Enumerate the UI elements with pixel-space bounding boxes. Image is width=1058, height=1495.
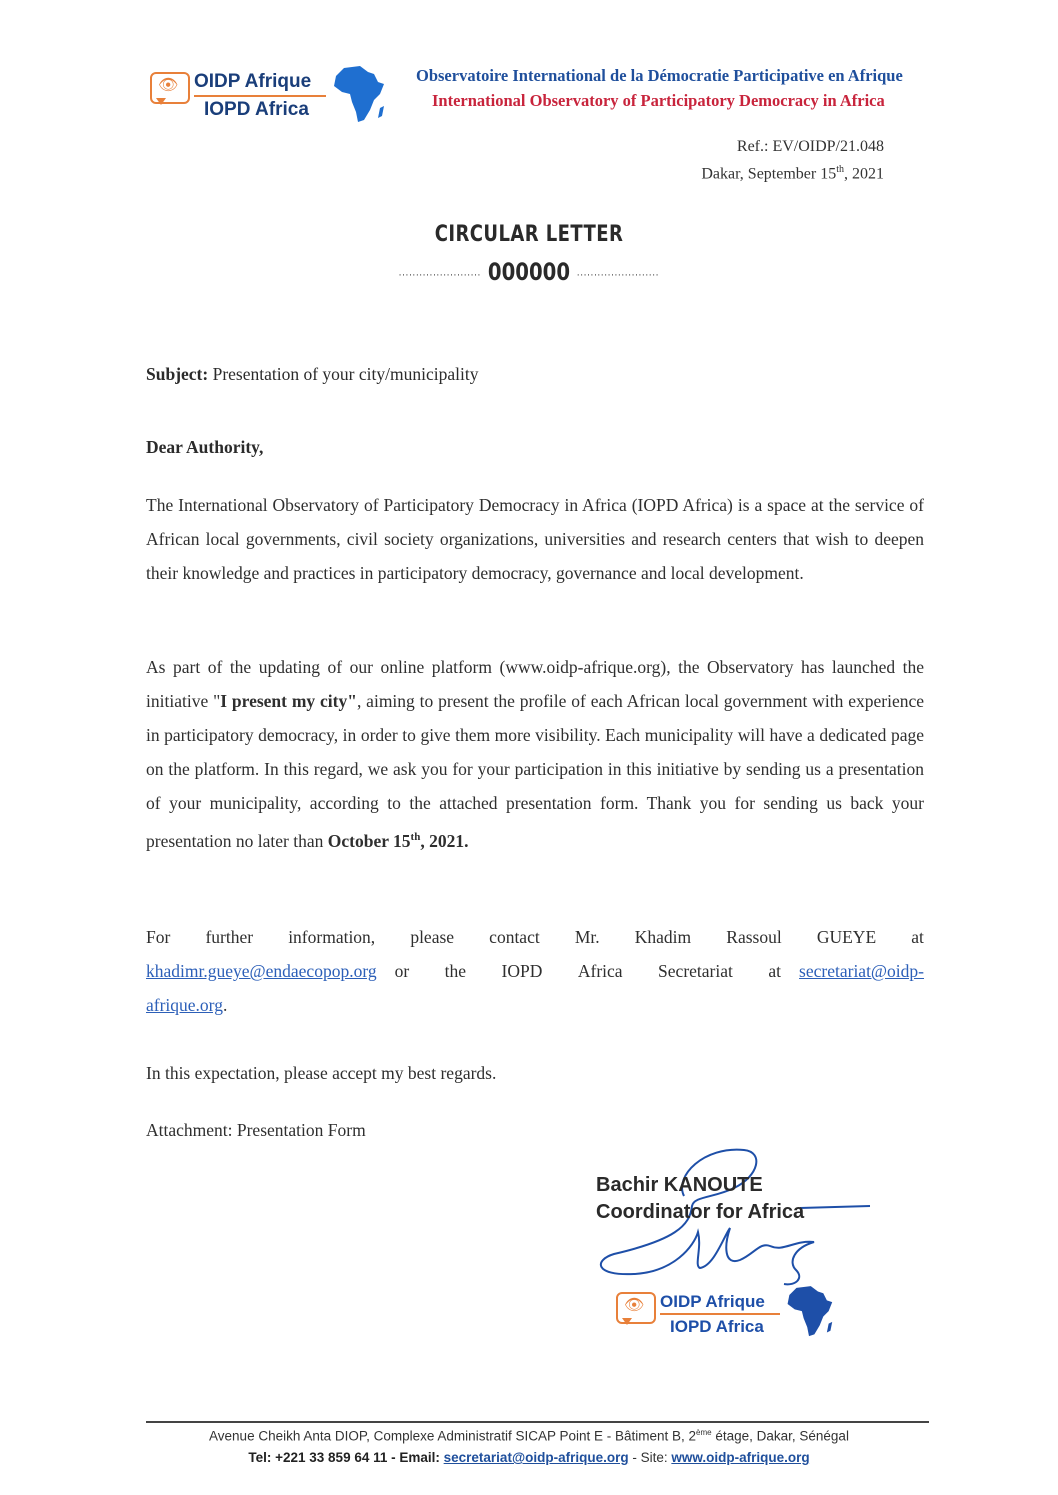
eye-icon: 👁 (158, 75, 179, 94)
salutation: Dear Authority, (146, 437, 264, 457)
stamp-name-fr: OIDP Afrique (660, 1292, 765, 1311)
paragraph-contact: For further information, please contact Mr. Khadim Rassoul GUEYE at khadimr.gueye@endaecopop.org or the IOPD Africa Secretariat at secretariat@oidp- afrique.org. (146, 920, 924, 1022)
subject-text: Presentation of your city/municipality (208, 364, 479, 384)
reference-block (701, 135, 884, 185)
contact-mid-text: or the IOPD Africa Secretariat at (394, 961, 781, 981)
signatory-block (596, 1172, 804, 1226)
paragraph-intro: The International Observatory of Participatory Democracy in Africa (IOPD Africa) is a space at the service of African local governments, civil society organizations, universities and research centers that wish to deepen their knowledge and practices in participatory democracy, governance and local development. (146, 495, 924, 583)
signatory-name: Bachir KANOUTE (596, 1174, 763, 1196)
logo-name-en: IOPD Africa (204, 99, 309, 120)
footer-phone: +221 33 859 64 11 (275, 1450, 388, 1465)
document-title: CIRCULAR LETTER (434, 222, 624, 247)
deadline: October 15th, 2021. (327, 830, 469, 851)
footer-divider (146, 1421, 929, 1423)
subject-line (146, 364, 478, 385)
subject-label: Subject: (146, 364, 209, 384)
stamp-name-en: IOPD Africa (670, 1317, 764, 1336)
org-name-fr: Observatoire International de la Démocratie Participative en Afrique (416, 66, 903, 85)
footer-site-link[interactable]: www.oidp-afrique.org (671, 1450, 810, 1465)
contact-first-line: For further information, please contact Mr. Khadim Rassoul GUEYE at (146, 927, 924, 947)
letter-code: 000000 (487, 258, 571, 286)
footer-contacts: Tel: +221 33 859 64 11 - Email: secretariat@oidp-afrique.org - Site: www.oidp-afrique.org (248, 1450, 810, 1465)
africa-map-icon (784, 1284, 834, 1340)
secretariat-email-link-cont[interactable]: afrique.org (146, 995, 223, 1015)
organization-stamp (616, 1282, 856, 1346)
paragraph-initiative: As part of the updating of our online platform (www.oidp-afrique.org), the Observatory has launched the initiative "I present my city", aiming to present the profile of each African local government with experience in participatory democracy, in order to give them more visibility. Each municipality will have a dedicated page on the platform. In this regard, we ask you for your participation in this initiative by sending us a presentation of your municipality, according to the attached presentation form. Thank you for sending us back your presentation no later than October 15th, 2021. (146, 657, 924, 851)
attachment-line: Attachment: Presentation Form (146, 1120, 366, 1140)
title-separator: ........................ 000000 ........................ (398, 258, 660, 286)
footer-address: Avenue Cheikh Anta DIOP, Complexe Administratif SICAP Point E - Bâtiment B, 2ème étage, Dakar, Sénégal (209, 1428, 849, 1444)
contact-email-link[interactable]: khadimr.gueye@endaecopop.org (146, 961, 377, 981)
footer-email-link[interactable]: secretariat@oidp-afrique.org (443, 1450, 629, 1465)
letter-date: Dakar, September 15th, 2021 (701, 164, 884, 183)
secretariat-email-link[interactable]: secretariat@oidp- (799, 961, 924, 981)
africa-map-icon (330, 64, 386, 126)
org-name-en: International Observatory of Participatory Democracy in Africa (432, 91, 885, 110)
eye-icon: 👁 (624, 1295, 645, 1314)
reference-number: Ref.: EV/OIDP/21.048 (736, 138, 884, 155)
signatory-role: Coordinator for Africa (596, 1201, 805, 1223)
logo-name-fr: OIDP Afrique (194, 71, 312, 92)
oidp-logo (150, 64, 390, 128)
closing-line: In this expectation, please accept my best regards. (146, 1063, 497, 1083)
